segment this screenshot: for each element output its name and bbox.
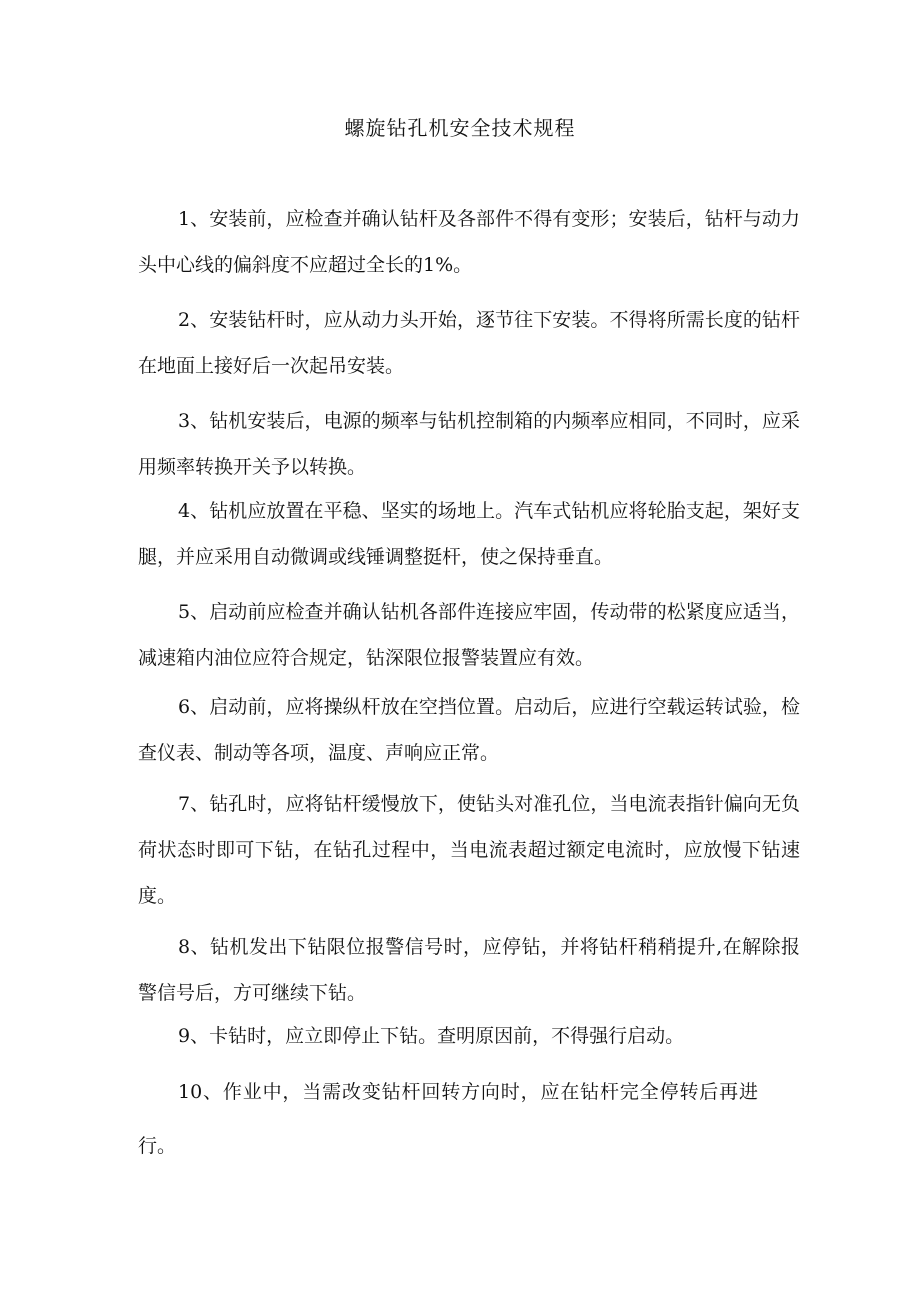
document-title: 螺旋钻孔机安全技术规程 — [344, 116, 576, 140]
paragraph-3: 3、钻机安装后，电源的频率与钻机控制箱的内频率应相同，不同时，应采用频率转换开关予以转换。 — [138, 410, 800, 478]
paragraph-10: 10、作业中，当需改变钻杆回转方向时，应在钻杆完全停转后再进行。 — [138, 1081, 758, 1157]
paragraph-4: 4、钻机应放置在平稳、坚实的场地上。汽车式钻机应将轮胎支起，架好支腿，并应采用自动微调或线锤调整挺杆，使之保持垂直。 — [138, 500, 800, 568]
paragraph-9: 9、卡钻时，应立即停止下钻。查明原因前，不得强行启动。 — [178, 1025, 685, 1047]
paragraph-6: 6、启动前，应将操纵杆放在空挡位置。启动后，应进行空载运转试验，检查仪表、制动等各项，温度、声响应正常。 — [138, 696, 800, 764]
paragraph-5: 5、启动前应检查并确认钻机各部件连接应牢固，传动带的松紧度应适当，减速箱内油位应符合规定，钻深限位报警装置应有效。 — [138, 601, 800, 669]
paragraph-8: 8、钻机发出下钻限位报警信号时，应停钻，并将钻杆稍稍提升,在解除报警信号后，方可继续下钻。 — [138, 936, 800, 1004]
paragraph-7: 7、钻孔时，应将钻杆缓慢放下，使钻头对准孔位，当电流表指针偏向无负荷状态时即可下钻，在钻孔过程中，当电流表超过额定电流时，应放慢下钻速度。 — [138, 793, 800, 907]
paragraph-2: 2、安装钻杆时，应从动力头开始，逐节往下安装。不得将所需长度的钻杆在地面上接好后一次起吊安装。 — [138, 309, 800, 377]
paragraph-1: 1、安装前，应检查并确认钻杆及各部件不得有变形；安装后，钻杆与动力头中心线的偏斜度不应超过全长的1%。 — [138, 208, 800, 276]
